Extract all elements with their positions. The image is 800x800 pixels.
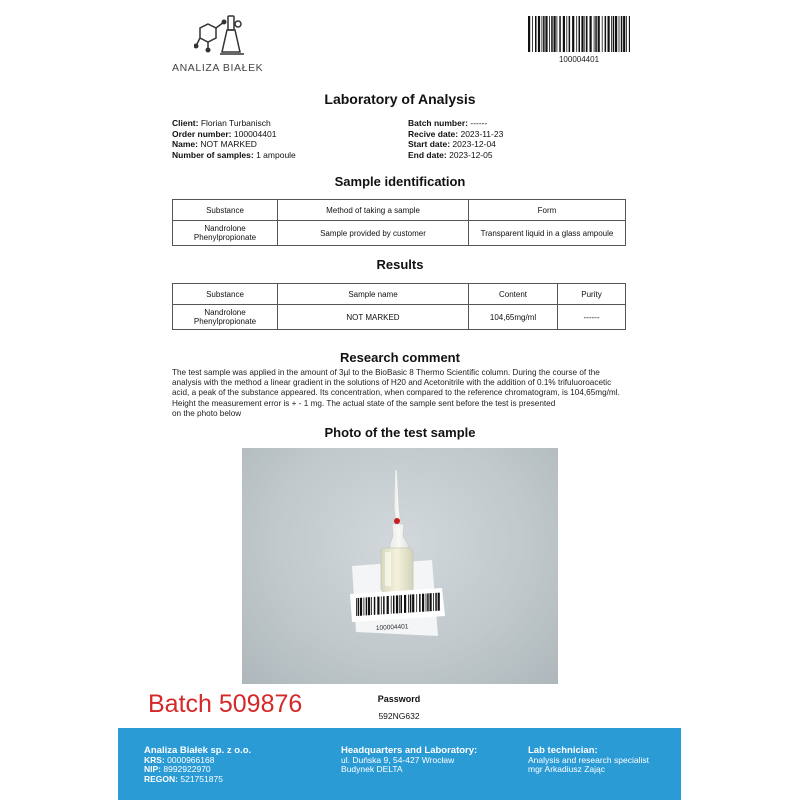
footer-lab-technician	[528, 746, 649, 775]
table-cell: ------	[558, 305, 626, 330]
receive-date-value: 2023-11-23	[460, 128, 504, 139]
tech-title: Lab technician:	[528, 745, 598, 756]
hq-address: ul. Duńska 9, 54-427 Wrocław	[341, 754, 455, 765]
end-date-value: 2023-12-05	[449, 149, 493, 160]
client-value: Florian Turbanisch	[200, 118, 271, 128]
sample-identification-table	[172, 199, 626, 246]
sample-photo	[242, 448, 558, 684]
regon-value: 521751875	[180, 773, 223, 784]
table-cell: Transparent liquid in a glass ampoule	[469, 221, 626, 246]
client-info-left	[172, 118, 296, 160]
start-date-label: Start date:	[408, 139, 451, 149]
krs-label: KRS:	[144, 754, 165, 765]
table-header-cell: Content	[469, 284, 558, 305]
footer-headquarters	[341, 746, 477, 775]
footer-company-info	[144, 746, 251, 784]
nip-label: NIP:	[144, 764, 161, 775]
table-row	[173, 305, 626, 330]
order-label: Order number:	[172, 128, 232, 139]
chemistry-logo-icon	[194, 14, 250, 58]
batch-label: Batch number:	[408, 118, 468, 128]
table-row	[173, 221, 626, 246]
table-header-cell: Form	[469, 200, 626, 221]
comment-line: The test sample was applied in the amount of 3µl to the BioBasic 8 Thermo Scientific column. During the course of the	[172, 368, 600, 377]
batch-value: ------	[470, 118, 488, 128]
table-header-row	[173, 200, 626, 221]
comment-line: Height the measurement error is + - 1 mg. The actual state of the sample sent before the test is presented	[172, 398, 556, 408]
order-value: 100004401	[233, 128, 277, 139]
batch-annotation: Batch 509876	[148, 690, 303, 718]
table-cell: Sample provided by customer	[278, 221, 469, 246]
krs-value: 0000966168	[167, 754, 215, 765]
results-title: Results	[376, 257, 424, 272]
tech-name: mgr Arkadiusz Zając	[528, 764, 605, 775]
nip-value: 8992922970	[163, 764, 211, 775]
table-header-cell: Purity	[558, 284, 626, 305]
hq-title: Headquarters and Laboratory:	[341, 745, 478, 756]
table-cell: 104,65mg/ml	[469, 305, 558, 330]
tech-role: Analysis and research specialist	[528, 754, 649, 765]
password-value: 592NG632	[378, 711, 420, 721]
table-header-cell: Substance	[173, 284, 278, 305]
table-header-row	[173, 284, 626, 305]
regon-label: REGON:	[144, 773, 178, 784]
photo-label-number: 100004401	[375, 623, 409, 632]
table-header-cell: Sample name	[278, 284, 469, 305]
name-label: Name:	[172, 139, 198, 149]
results-table	[172, 283, 626, 330]
table-header-cell: Substance	[173, 200, 278, 221]
company-name: ANALIZA BIAŁEK	[172, 62, 264, 74]
ampoule-image	[242, 448, 558, 684]
research-comment-title: Research comment	[340, 350, 460, 365]
samples-value: 1 ampoule	[256, 149, 296, 160]
comment-line: analysis with the method a linear gradient in the solutions of H20 and Acetonitrile with the addition of 0.1% trifuluoroacetic	[172, 378, 612, 388]
table-cell: Nandrolone Phenylpropionate	[173, 305, 278, 330]
barcode-icon	[528, 16, 630, 52]
samples-label: Number of samples:	[172, 149, 254, 160]
comment-line: on the photo below	[172, 408, 242, 418]
table-cell: NOT MARKED	[278, 305, 469, 330]
photo-title: Photo of the test sample	[324, 425, 476, 440]
footer-company-name: Analiza Białek sp. z o.o.	[144, 745, 252, 756]
research-comment-text	[172, 368, 632, 419]
name-value: NOT MARKED	[200, 139, 257, 149]
page-title: Laboratory of Analysis	[324, 91, 476, 107]
company-logo	[172, 14, 272, 78]
barcode-number: 100004401	[558, 55, 600, 64]
table-header-cell: Method of taking a sample	[278, 200, 469, 221]
hq-building: Budynek DELTA	[341, 764, 403, 775]
client-info-right	[408, 118, 503, 160]
comment-line: acid, a peak of the substance appeared. Its concentration, when compared to the reference chromatogram, is 104,65mg/ml.	[172, 388, 620, 398]
receive-date-label: Recive date:	[408, 128, 459, 139]
end-date-label: End date:	[408, 149, 447, 160]
client-label: Client:	[172, 118, 199, 128]
start-date-value: 2023-12-04	[452, 139, 496, 149]
table-cell: Nandrolone Phenylpropionate	[173, 221, 278, 246]
sample-identification-title: Sample identification	[334, 174, 466, 189]
password-label: Password	[377, 694, 421, 704]
footer	[118, 728, 681, 800]
